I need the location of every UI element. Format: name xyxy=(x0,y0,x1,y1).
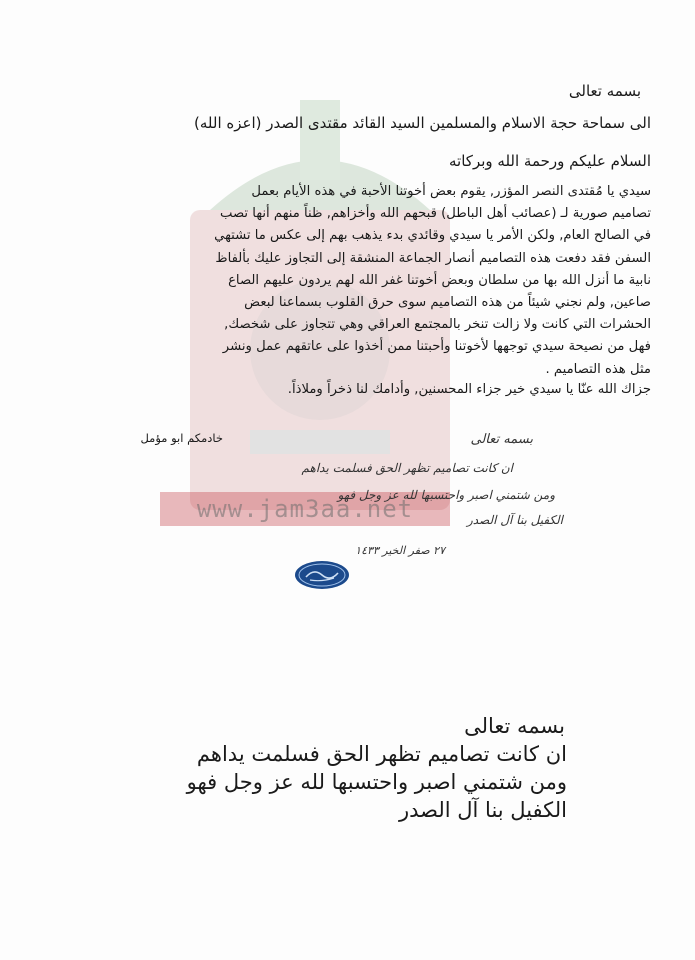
handwritten-basmala: بسمه تعالى xyxy=(470,432,533,447)
seal-stamp-icon xyxy=(294,560,350,590)
body-line: في الصالح العام, ولكن الأمر يا سيدي وقائدي بدء يذهب بهم إلى عكس ما تشتهي xyxy=(214,228,651,244)
addressee-line: الى سماحة حجة الاسلام والمسلمين السيد القائد مقتدى الصدر (اعزه الله) xyxy=(194,114,651,132)
watermark-url: www.jam3aa.net xyxy=(160,492,450,526)
typed-reply xyxy=(67,712,567,824)
body-line: نابية ما أنزل الله بها من سلطان وبعض أخوتنا غفر الله لهم يردون عليهم الصاع xyxy=(228,272,651,288)
typed-reply-line: الكفيل بنا آل الصدر xyxy=(399,798,567,822)
body-line: صاعين, ولم نجني شيئاً من هذه التصاميم سوى حرق القلوب بسماعنا لبعض xyxy=(244,295,651,311)
handwritten-line: ومن شتمني اصبر واحتسبها لله عز وجل فهو xyxy=(337,488,555,502)
handwritten-date: ٢٧ صفر الخير ١٤٣٣ xyxy=(355,544,445,557)
typed-reply-title: بسمه تعالى xyxy=(464,714,565,738)
greeting-line: السلام عليكم ورحمة الله وبركاته xyxy=(449,152,651,170)
body-line: السفن فقد دفعت هذه التصاميم أنصار الجماعة المنشقة إلى التجاوز عليك بألفاظ xyxy=(215,250,651,266)
body-line: فهل من نصيحة سيدي توجهها لأخوتنا وأحبتنا ممن أخذوا على عاتقهم عمل ونشر xyxy=(222,339,651,355)
typed-reply-line: ومن شتمني اصبر واحتسبها لله عز وجل فهو xyxy=(186,770,567,794)
body-line: تصاميم صورية لـ (عصائب أهل الباطل) قبحهم الله وأخزاهم, ظناً منهم أنها تصب xyxy=(220,206,651,222)
handwritten-line: ان كانت تصاميم تظهر الحق فسلمت يداهم xyxy=(301,461,513,475)
body-line: مثل هذه التصاميم . xyxy=(545,361,651,377)
letter-body xyxy=(71,181,651,381)
basmala: بسمه تعالى xyxy=(568,82,641,100)
handwritten-line: الكفيل بنا آل الصدر xyxy=(467,513,563,527)
sender-signature: خادمكم ابو مؤمل xyxy=(140,431,223,445)
closing-line: جزاك الله عنّا يا سيدي خير جزاء المحسنين, وأدامك لنا ذخراً وملاذاً. xyxy=(287,382,651,397)
body-line: سيدي يا مُقتدى النصر المؤزر, يقوم بعض أخوتنا الأحبة في هذه الأيام بعمل xyxy=(251,184,651,199)
typed-reply-line: ان كانت تصاميم تظهر الحق فسلمت يداهم xyxy=(196,742,567,766)
body-line: الحشرات التي كانت ولا زالت تنخر بالمجتمع العراقي وهي تتجاوز على شخصك, xyxy=(224,317,651,333)
